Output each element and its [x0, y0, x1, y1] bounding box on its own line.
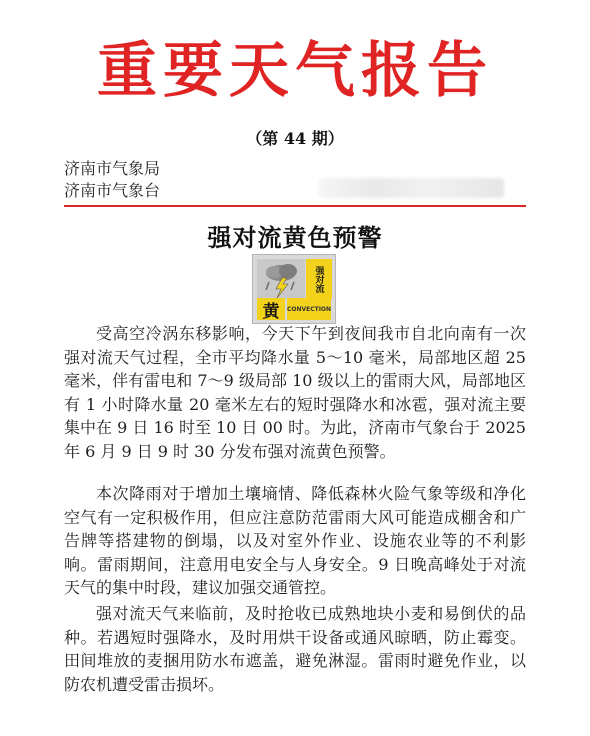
body-paragraph: 强对流天气来临前，及时抢收已成熟地块小麦和易倒伏的品种。若遇短时强降水，及时用烘干设备或通风晾晒，防止霉变。田间堆放的麦捆用防水布遮盖，避免淋湿。雷雨时避免作业，以防农机遭受雷击损坏。	[64, 604, 526, 694]
header-divider	[64, 205, 526, 207]
body-paragraph: 本次降雨对于增加土壤墒情、降低森林火险气象等级和净化空气有一定积极作用，但应注意防范雷雨大风可能造成棚舍和广告牌等搭建物的倒塌，以及对室外作业、设施农业等的不利影响。雷雨期间，注意用电安全与人身安全。9 日晚高峰处于对流天气的集中时段，建议加强交通管控。	[64, 484, 526, 597]
issuer-bureau: 济南市气象局	[64, 159, 161, 178]
report-masthead: 重要天气报告	[97, 36, 493, 106]
issue-number: （第 44 期）	[246, 129, 344, 148]
storm-cloud-icon	[257, 259, 305, 299]
strong-convection-yellow-signal-icon	[252, 254, 336, 324]
body-paragraph: 受高空冷涡东移影响，今天下午到夜间我市自北向南有一次强对流天气过程，全市平均降水量 5～10 毫米，局部地区超 25 毫米，伴有雷电和 7～9 级局部 10 级以上的雷雨大风，局部地区有 1 小时降水量 20 毫米左右的短时强降水和冰雹，强对流主要集中在 9 日 16 时至 10 日 00 时。为此，济南市气象台于 2025 年 6 月 9 日 9 时 30 分发布强对流黄色预警。	[64, 324, 526, 461]
issuer-observatory: 济南市气象台	[64, 181, 161, 200]
signal-caption: CONVECTION	[287, 298, 331, 320]
signal-chip: 强对流	[306, 259, 332, 299]
warning-title: 强对流黄色预警	[207, 223, 383, 252]
signal-level-char: 黄	[257, 298, 285, 320]
redacted-area	[318, 178, 504, 198]
